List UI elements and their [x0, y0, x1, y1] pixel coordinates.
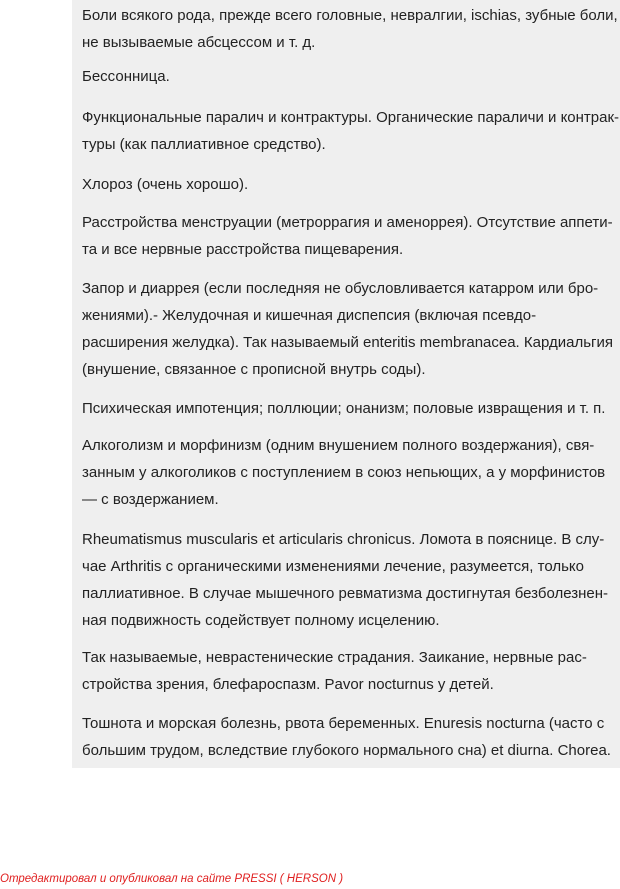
text-line: Алкоголизм и морфинизм (одним внушением полного воздержания), свя-: [82, 437, 595, 454]
text-line: Rheumatismus muscularis et articularis chronicus. Ломота в пояснице. В слу-: [82, 531, 605, 548]
text-line: не вызываемые абсцессом и т. д.: [82, 34, 316, 51]
paragraph-digestion: [82, 275, 612, 383]
text-line: Функциональные паралич и контрактуры. Органические параличи и контрак-: [82, 109, 620, 126]
text-line: Расстройства менструации (метроррагия и аменоррея). Отсутствие аппети-: [82, 214, 613, 231]
text-line: чае Arthritis с органическими изменениями лечение, разумеется, только: [82, 558, 584, 575]
document-text-panel: [72, 0, 620, 768]
text-line: туры (как паллиативное средство).: [82, 136, 326, 153]
text-line: расширения желудка). Так называемый enteritis membranacea. Кардиальгия: [82, 334, 613, 351]
text-line: стройства зрения, блефароспазм. Pavor nocturnus у детей.: [82, 676, 494, 693]
text-line: Боли всякого рода, прежде всего головные, невралгии, ischias, зубные боли,: [82, 7, 618, 24]
text-line: Запор и диаррея (если последняя не обусловливается катарром или бро-: [82, 280, 599, 297]
paragraph-rheumatism: [82, 526, 612, 634]
paragraph-pain: [82, 2, 618, 56]
paragraph-paralysis: [82, 104, 620, 158]
text-line: — с воздержанием.: [82, 491, 219, 508]
paragraph-neurasthenia: [82, 644, 612, 698]
paragraph-alcoholism: [82, 432, 612, 513]
text-line: та и все нервные расстройства пищеварения.: [82, 241, 404, 258]
text-line: жениями).- Желудочная и кишечная диспепсия (включая псевдо-: [82, 307, 537, 324]
text-line: Тошнота и морская болезнь, рвота беременных. Enuresis nocturna (часто с: [82, 715, 605, 732]
text-line: Психическая импотенция; поллюции; онанизм; половые извращения и т. п.: [82, 400, 606, 417]
paragraph-menstruation: [82, 209, 612, 263]
publisher-footer-note: Отредактировал и опубликовал на сайте PRESSI ( HERSON ): [0, 873, 344, 885]
text-line: Так называемые, неврастенические страдания. Заикание, нервные рас-: [82, 649, 587, 666]
text-line: ная подвижность содействует полному исцелению.: [82, 612, 440, 629]
paragraph-nausea: [82, 710, 612, 764]
text-line: (внушение, связанное с прописной внутрь соды).: [82, 361, 426, 378]
text-line: Хлороз (очень хорошо).: [82, 176, 249, 193]
paragraph-chlorosis: [82, 171, 612, 198]
paragraph-insomnia: [82, 63, 612, 90]
text-line: большим трудом, вследствие глубокого нормального сна) et diurna. Chorea.: [82, 742, 611, 759]
text-line: Бессонница.: [82, 68, 170, 85]
text-line: паллиативное. В случае мышечного ревматизма достигнутая безболезнен-: [82, 585, 609, 602]
text-line: занным у алкоголиков с поступлением в союз непьющих, а у морфинистов: [82, 464, 606, 481]
paragraph-impotence: [82, 395, 612, 422]
